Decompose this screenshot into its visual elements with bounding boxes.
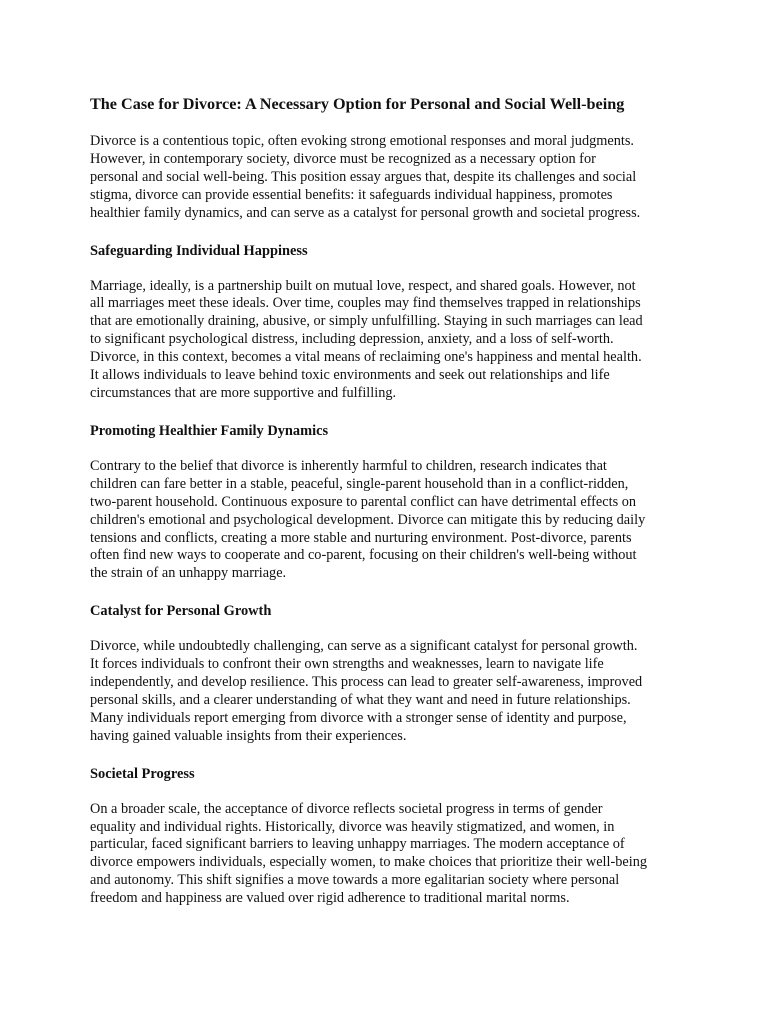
paragraph-line: It allows individuals to leave behind toxic environments and seek out relationships and life — [90, 367, 610, 384]
paragraph-line: often find new ways to cooperate and co-parent, focusing on their children's well-being without — [90, 547, 637, 564]
paragraph-line: having gained valuable insights from their experiences. — [90, 727, 407, 744]
paragraph-line: Divorce, in this context, becomes a vital means of reclaiming one's happiness and mental health. — [90, 349, 642, 366]
section-paragraph-safeguarding — [90, 278, 682, 403]
paragraph-line: independently, and develop resilience. This process can lead to greater self-awareness, improved — [90, 674, 643, 691]
paragraph-line: equality and individual rights. Historically, divorce was heavily stigmatized, and women, in — [90, 818, 615, 835]
paragraph-line: that are emotionally draining, abusive, or simply unfulfilling. Staying in such marriages can lead — [90, 313, 643, 330]
paragraph-line: It forces individuals to confront their own strengths and weaknesses, learn to navigate life — [90, 656, 604, 673]
section-paragraph-family — [90, 458, 682, 583]
paragraph-line: Divorce, while undoubtedly challenging, can serve as a significant catalyst for personal growth. — [90, 638, 638, 655]
paragraph-line: On a broader scale, the acceptance of divorce reflects societal progress in terms of gender — [90, 800, 603, 817]
paragraph-line: the strain of an unhappy marriage. — [90, 565, 287, 582]
section-heading-family: Promoting Healthier Family Dynamics — [90, 422, 329, 439]
paragraph-line: and autonomy. This shift signifies a move towards a more egalitarian society where personal — [90, 872, 620, 889]
section-heading-safeguarding: Safeguarding Individual Happiness — [90, 242, 308, 259]
paragraph-line: personal skills, and a clearer understanding of what they want and need in future relationships. — [90, 691, 631, 708]
paragraph-line: two-parent household. Continuous exposure to parental conflict can have detrimental effects on — [90, 493, 637, 510]
paragraph-line: to significant psychological distress, including depression, anxiety, and a loss of self-worth. — [90, 331, 614, 348]
section-paragraph-societal — [90, 801, 682, 908]
document-page — [90, 94, 682, 927]
paragraph-line: Contrary to the belief that divorce is inherently harmful to children, research indicates that — [90, 457, 607, 474]
paragraph-line: Many individuals report emerging from divorce with a stronger sense of identity and purpose, — [90, 709, 627, 726]
section-heading-growth: Catalyst for Personal Growth — [90, 603, 272, 620]
paragraph-line: However, in contemporary society, divorce must be recognized as a necessary option for — [90, 150, 596, 167]
paragraph-line: healthier family dynamics, and can serve as a catalyst for personal growth and societal progress. — [90, 204, 641, 221]
paragraph-line: freedom and happiness are valued over rigid adherence to traditional marital norms. — [90, 890, 570, 907]
paragraph-line: personal and social well-being. This position essay argues that, despite its challenges and social — [90, 168, 637, 185]
paragraph-line: tensions and conflicts, creating a more stable and nurturing environment. Post-divorce, parents — [90, 529, 632, 546]
document-title: The Case for Divorce: A Necessary Option for Personal and Social Well-being — [90, 95, 625, 113]
paragraph-line: divorce empowers individuals, especially women, to make choices that prioritize their well-being — [90, 854, 648, 871]
section-heading-societal: Societal Progress — [90, 765, 195, 782]
paragraph-line: particular, faced significant barriers to leaving unhappy marriages. The modern acceptance of — [90, 836, 625, 853]
paragraph-line: stigma, divorce can provide essential benefits: it safeguards individual happiness, promotes — [90, 186, 613, 203]
paragraph-line: all marriages meet these ideals. Over time, couples may find themselves trapped in relationships — [90, 295, 641, 312]
paragraph-line: children can fare better in a stable, peaceful, single-parent household than in a conflict-ridden, — [90, 475, 629, 492]
section-paragraph-growth — [90, 638, 682, 745]
intro-paragraph — [90, 133, 682, 223]
paragraph-line: children's emotional and psychological development. Divorce can mitigate this by reducing daily — [90, 511, 646, 528]
paragraph-line: Marriage, ideally, is a partnership built on mutual love, respect, and shared goals. However, not — [90, 277, 636, 294]
paragraph-line: Divorce is a contentious topic, often evoking strong emotional responses and moral judgments. — [90, 133, 634, 149]
paragraph-line: circumstances that are more supportive and fulfilling. — [90, 384, 397, 401]
